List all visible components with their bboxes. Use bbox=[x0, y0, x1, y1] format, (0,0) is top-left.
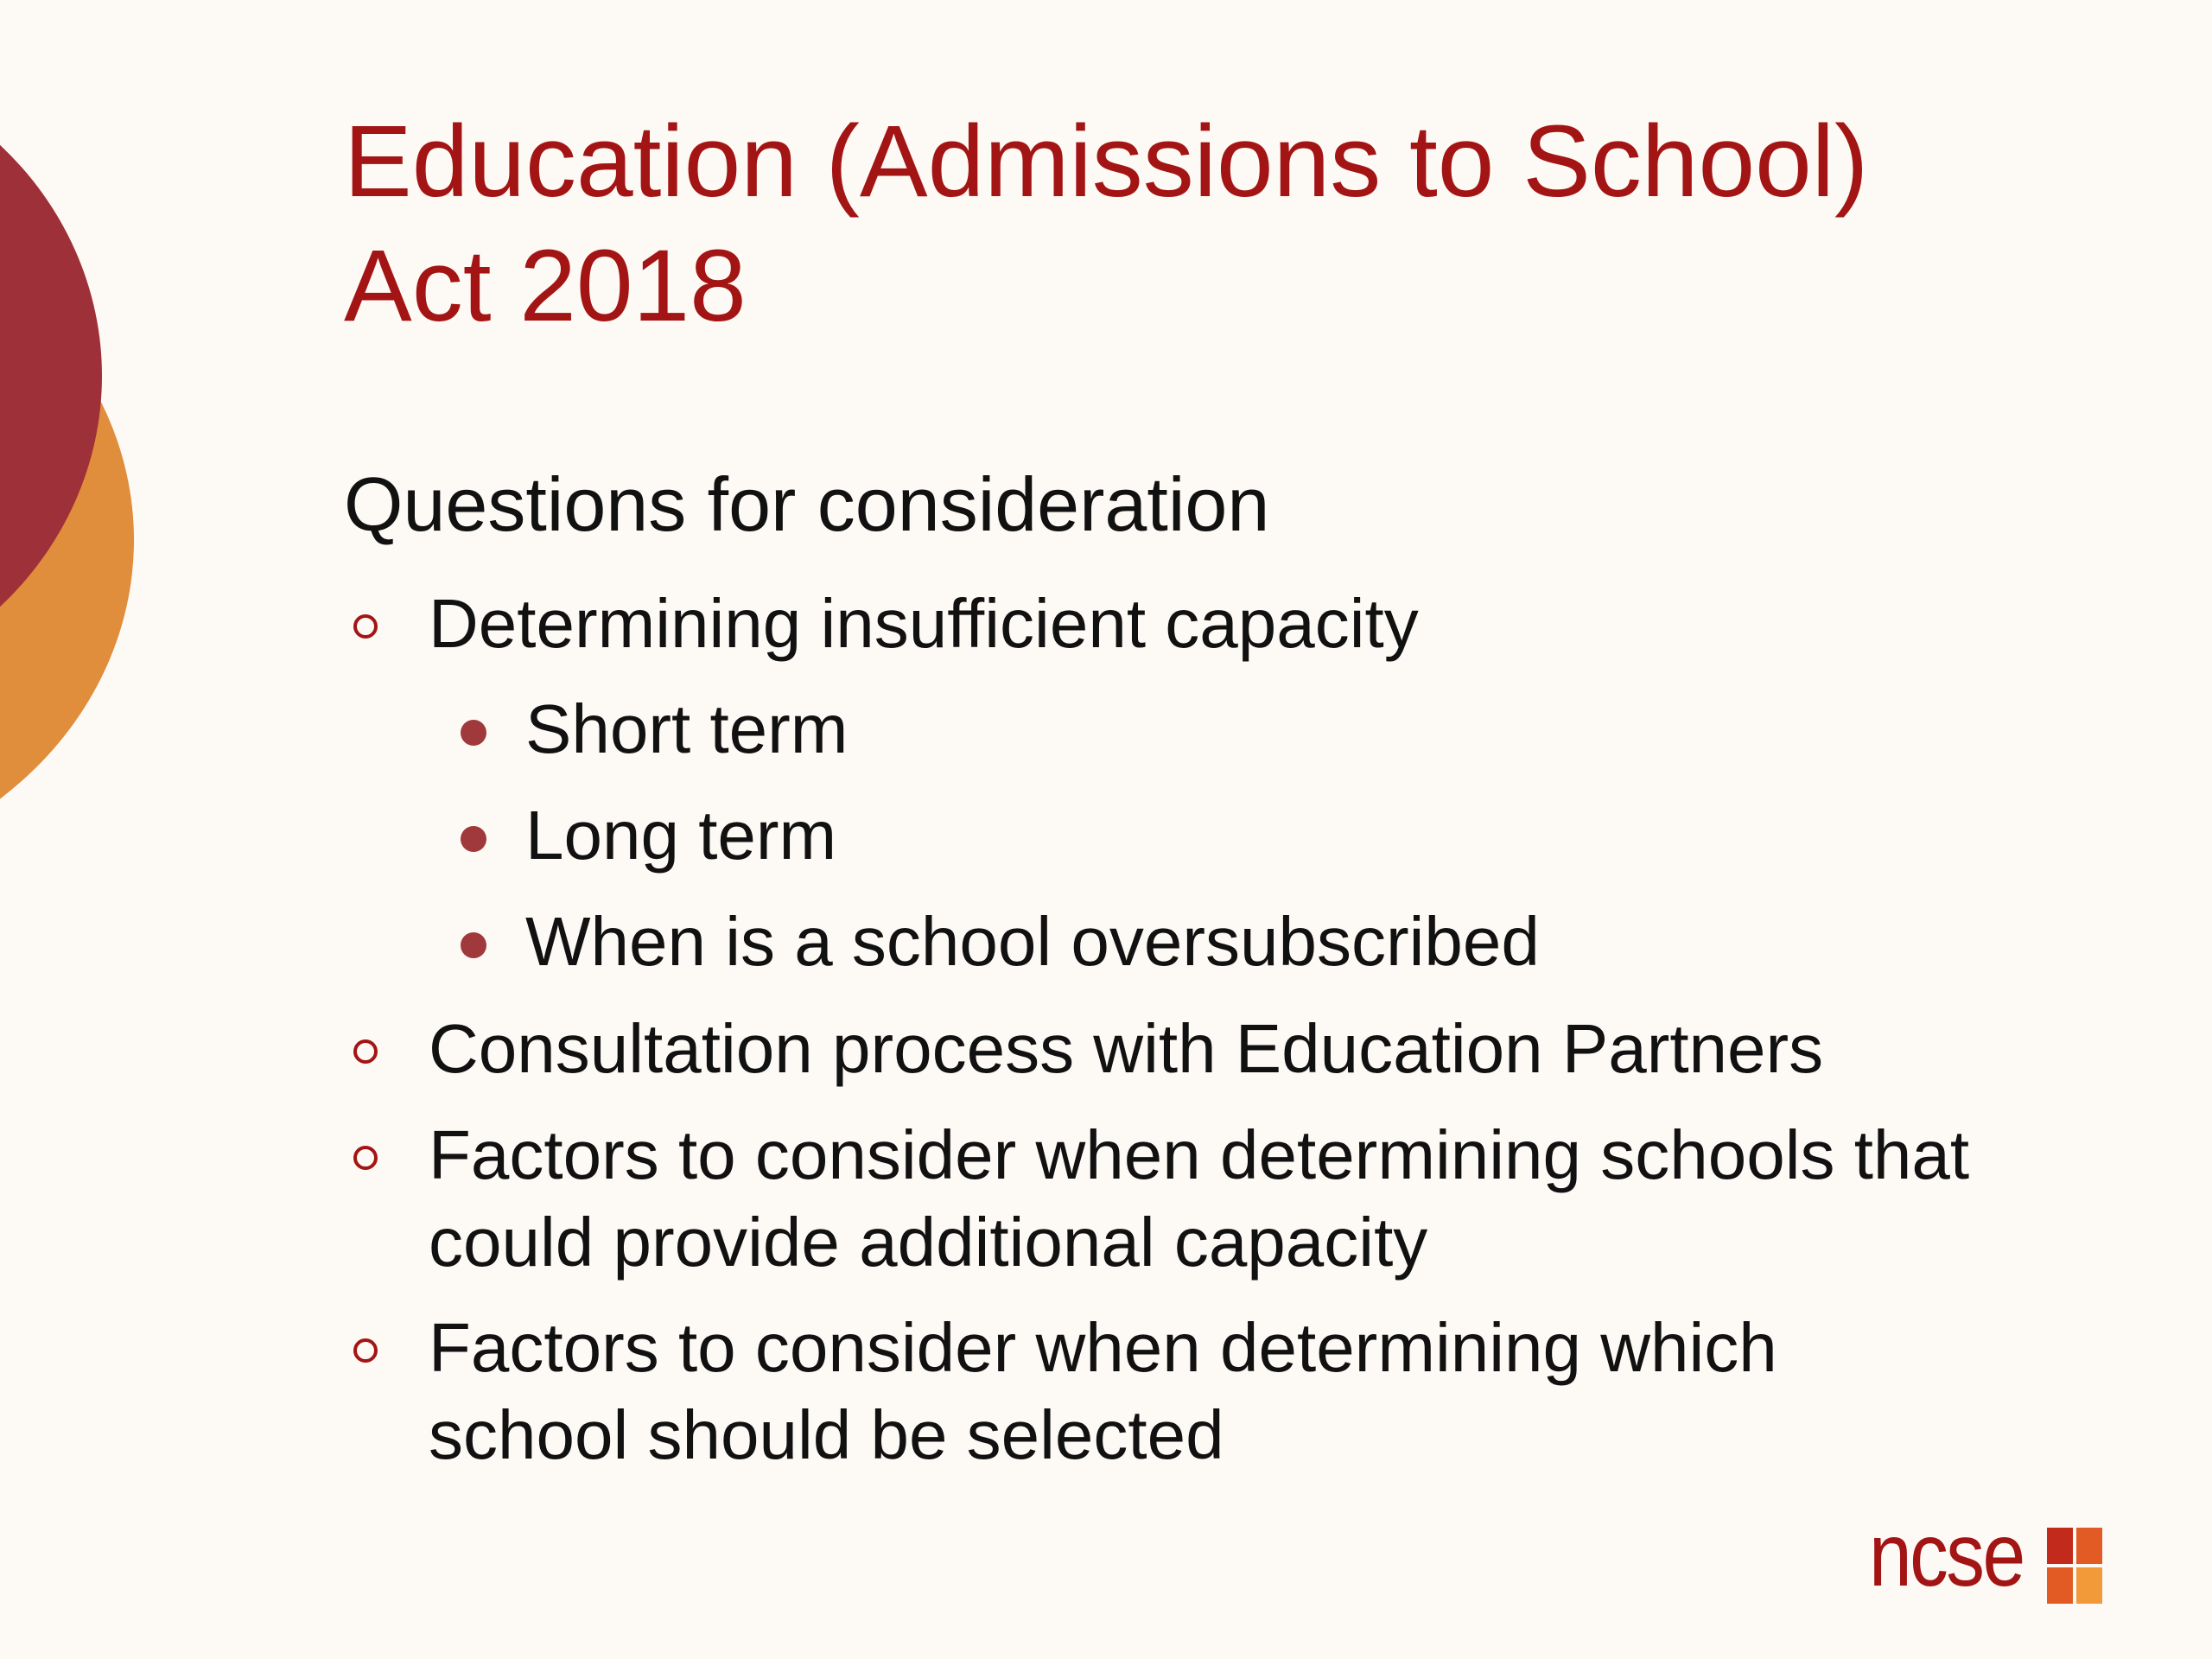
sub-list-item-1: Short term bbox=[525, 690, 849, 767]
decorative-circles bbox=[0, 0, 190, 916]
ncse-logo-mark-icon bbox=[2047, 1528, 2102, 1604]
filled-circle-bullet-icon bbox=[461, 932, 486, 958]
hollow-circle-bullet-icon bbox=[353, 1039, 378, 1064]
filled-circle-bullet-icon bbox=[461, 826, 486, 852]
logo-text: ncse bbox=[1869, 1505, 2024, 1605]
hollow-circle-bullet-icon bbox=[353, 1146, 378, 1170]
slide-title-line-1: Education (Admissions to School) bbox=[344, 105, 1869, 219]
sub-list-item-3: When is a school oversubscribed bbox=[525, 903, 1540, 980]
list-item-4-line-1: Factors to consider when determining which bbox=[429, 1309, 1777, 1386]
slide-title-line-2: Act 2018 bbox=[344, 229, 747, 343]
hollow-circle-bullet-icon bbox=[353, 1338, 378, 1363]
list-item-2: Consultation process with Education Partners bbox=[429, 1010, 1824, 1087]
filled-circle-bullet-icon bbox=[461, 720, 486, 746]
sub-list-item-2: Long term bbox=[525, 797, 837, 874]
list-item-3-line-1: Factors to consider when determining schools that bbox=[429, 1116, 1970, 1193]
list-item-4-line-2: school should be selected bbox=[429, 1396, 1224, 1473]
list-item-3-line-2: could provide additional capacity bbox=[429, 1204, 1428, 1281]
list-item-1: Determining insufficient capacity bbox=[429, 585, 1419, 662]
ncse-logo bbox=[1869, 1505, 2104, 1609]
section-heading: Questions for consideration bbox=[344, 461, 1270, 547]
hollow-circle-bullet-icon bbox=[353, 614, 378, 639]
